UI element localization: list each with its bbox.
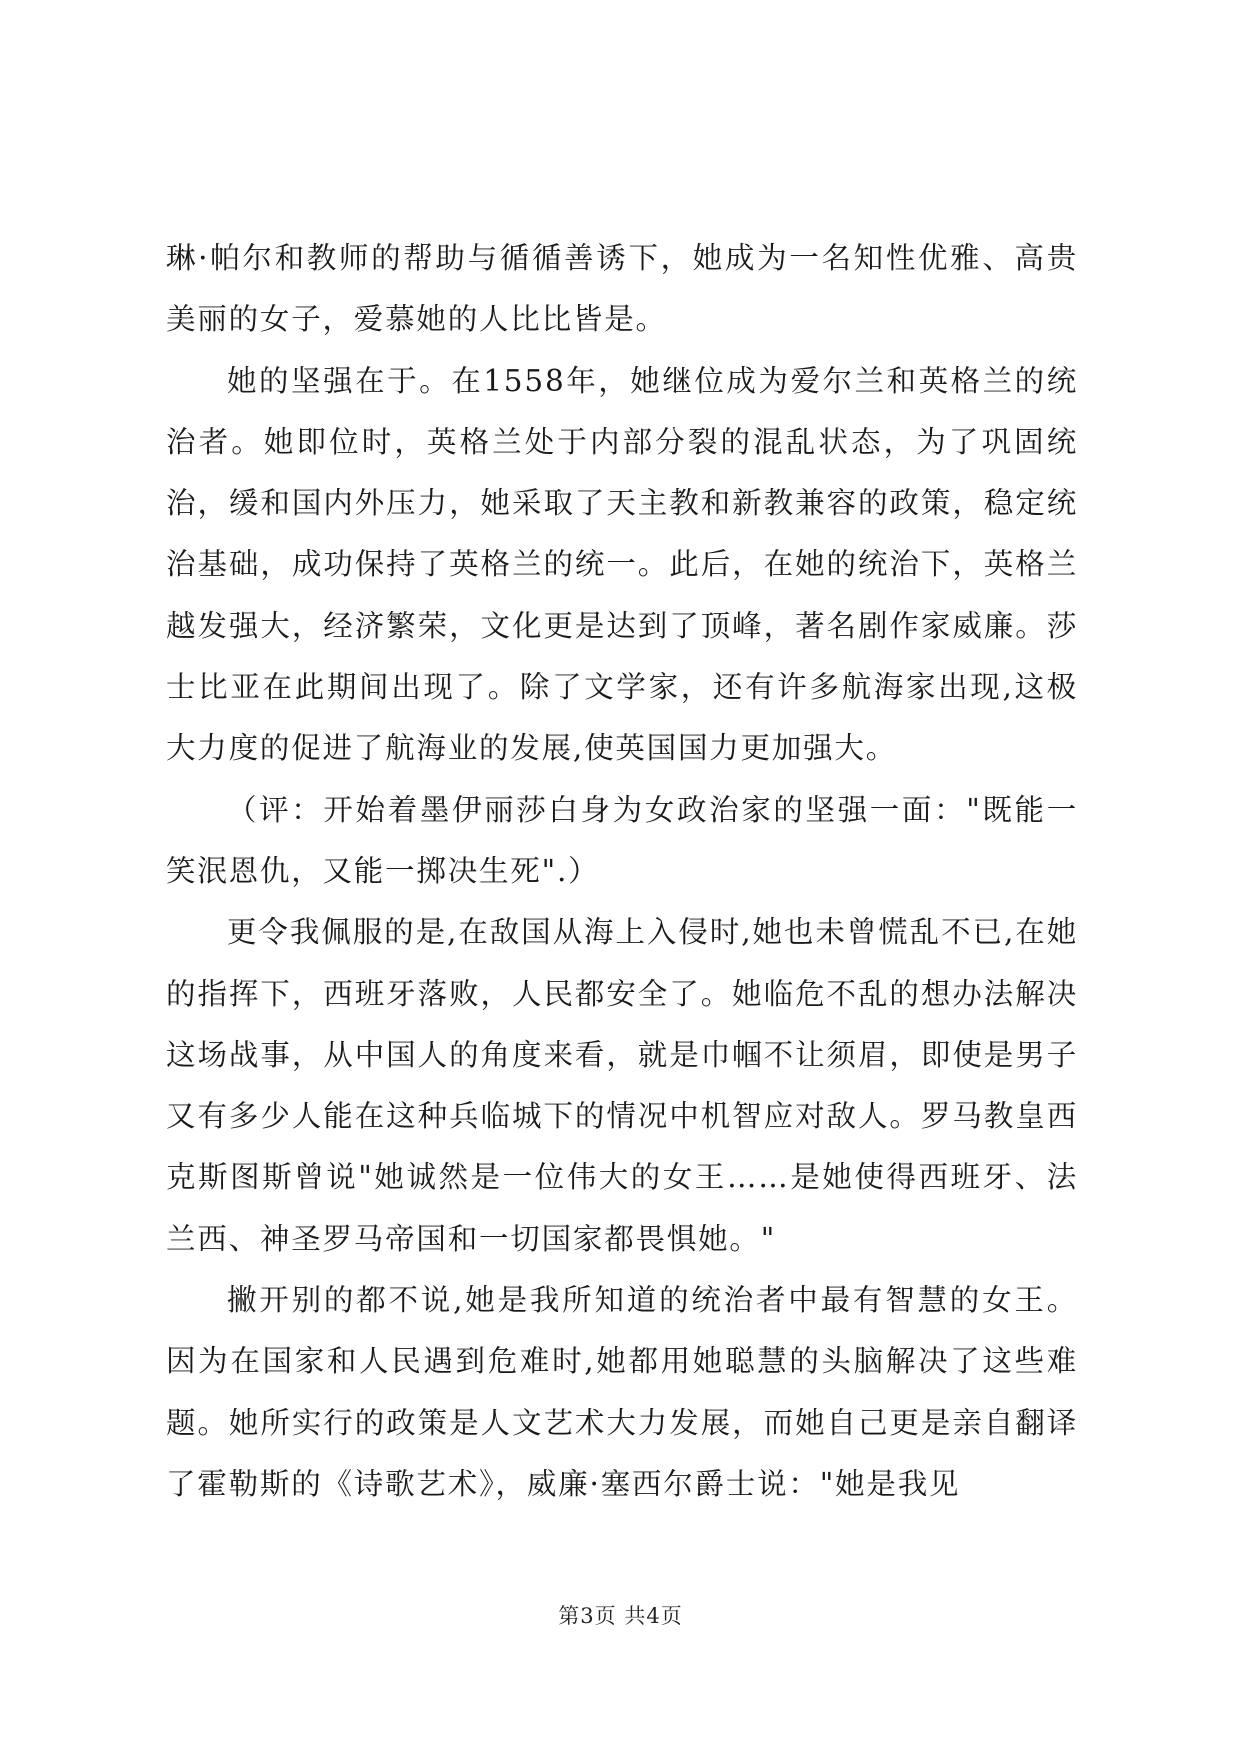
paragraph-1: 琳·帕尔和教师的帮助与循循善诱下，她成为一名知性优雅、高贵美丽的女子，爱慕她的人比比皆是。 [166,241,1078,337]
page-number-footer: 第3页 共4页 [558,1604,683,1628]
document-body [166,228,1078,1515]
paragraph-5: 撇开别的都不说,她是我所知道的统治者中最有智慧的女王。因为在国家和人民遇到危难时,她都用她聪慧的头脑解决了这些难题。她所实行的政策是人文艺术大力发展，而她自己更是亲自翻译了霍勒斯的《诗歌艺术》，威廉·塞西尔爵士说："她是我见 [166,1283,1078,1501]
paragraph-2: 她的坚强在于。在1558年，她继位成为爱尔兰和英格兰的统治者。她即位时，英格兰处于内部分裂的混乱状态，为了巩固统治，缓和国内外压力，她采取了天主教和新教兼容的政策，稳定统治基础，成功保持了英格兰的统一。此后，在她的统治下，英格兰越发强大，经济繁荣，文化更是达到了顶峰，著名剧作家威廉。莎士比亚在此期间出现了。除了文学家，还有许多航海家出现,这极大力度的促进了航海业的发展,使英国国力更加强大。 [166,363,1078,766]
paragraph-3-comment: （评：开始着墨伊丽莎白身为女政治家的坚强一面："既能一笑泯恩仇，又能一掷决生死".） [166,792,1078,888]
paragraph-4: 更令我佩服的是,在敌国从海上入侵时,她也未曾慌乱不已,在她的指挥下，西班牙落败，人民都安全了。她临危不乱的想办法解决这场战事，从中国人的角度来看，就是巾帼不让须眉，即使是男子又有多少人能在这种兵临城下的情况中机智应对敌人。罗马教皇西克斯图斯曾说"她诚然是一位伟大的女王……是她使得西班牙、法兰西、神圣罗马帝国和一切国家都畏惧她。" [166,915,1078,1256]
